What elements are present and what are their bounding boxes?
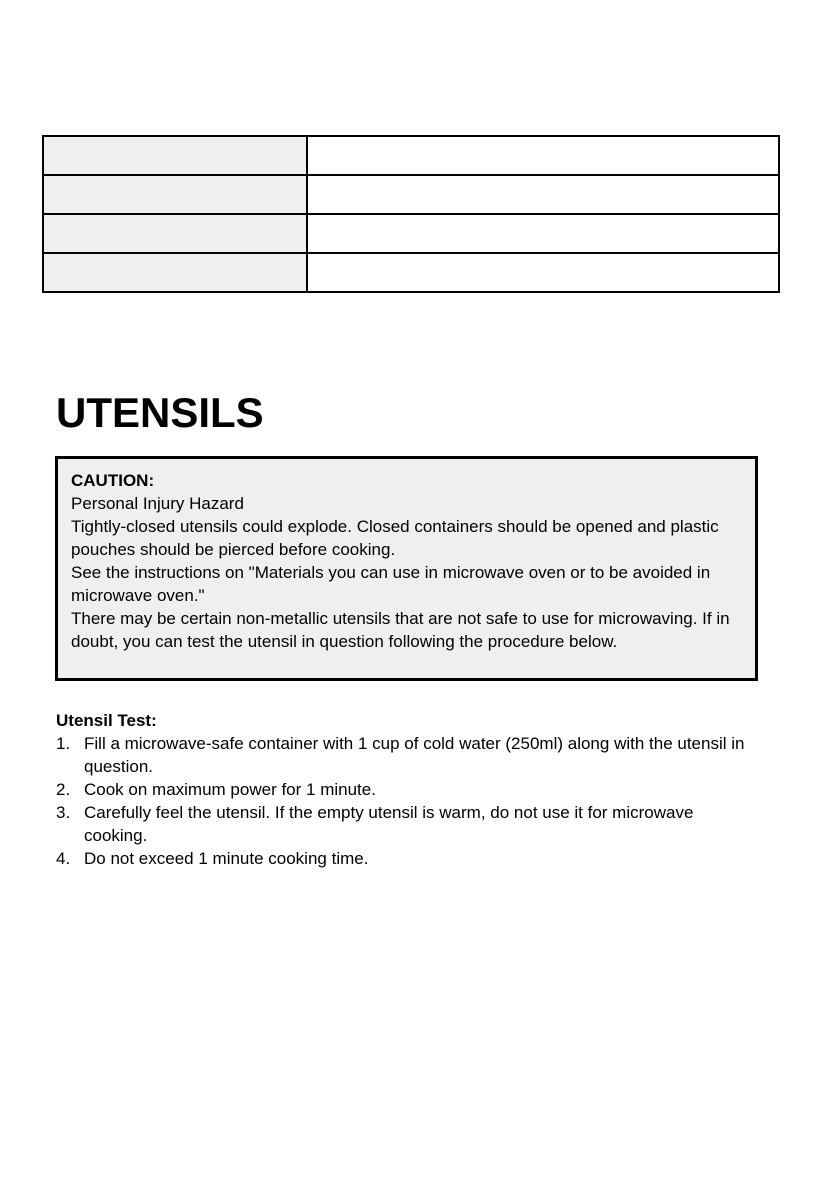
caution-subheading: Personal Injury Hazard: [71, 494, 244, 513]
list-item: [56, 847, 756, 870]
table-row: [43, 253, 779, 292]
table-row-value: [307, 253, 779, 292]
list-item: [56, 801, 756, 847]
table-row: [43, 214, 779, 253]
caution-paragraph: There may be certain non-metallic utensils that are not safe to use for microwaving. If in doubt, you can test the utensil in question following the procedure below.: [71, 609, 730, 651]
step-text: Do not exceed 1 minute cooking time.: [84, 849, 369, 868]
caution-paragraph: Tightly-closed utensils could explode. Closed containers should be opened and plastic pouches should be pierced before cooking.: [71, 517, 719, 559]
list-item: [56, 732, 756, 778]
table-row: [43, 175, 779, 214]
table-row-label: [43, 136, 307, 175]
table-row-label: [43, 175, 307, 214]
step-text: Carefully feel the utensil. If the empty utensil is warm, do not use it for microwave cooking.: [84, 803, 694, 845]
section-title: UTENSILS: [56, 389, 264, 436]
caution-box: [55, 456, 758, 681]
list-item: [56, 778, 756, 801]
table-row-value: [307, 214, 779, 253]
step-number: 2.: [56, 780, 71, 799]
utensil-test-steps: [56, 732, 756, 870]
utensil-test-section: [56, 709, 756, 870]
step-text: Fill a microwave-safe container with 1 cup of cold water (250ml) along with the utensil in question.: [84, 734, 745, 776]
step-number: 1.: [56, 734, 71, 753]
caution-paragraph: See the instructions on "Materials you can use in microwave oven or to be avoided in microwave oven.": [71, 563, 711, 605]
step-number: 3.: [56, 803, 71, 822]
table-row-value: [307, 136, 779, 175]
step-text: Cook on maximum power for 1 minute.: [84, 780, 376, 799]
step-number: 4.: [56, 849, 71, 868]
caution-heading: CAUTION:: [71, 471, 155, 490]
table-row-label: [43, 214, 307, 253]
spec-table: [42, 135, 780, 293]
table-row-value: [307, 175, 779, 214]
table-row-label: [43, 253, 307, 292]
table-row: [43, 136, 779, 175]
utensil-test-heading: Utensil Test:: [56, 711, 157, 730]
